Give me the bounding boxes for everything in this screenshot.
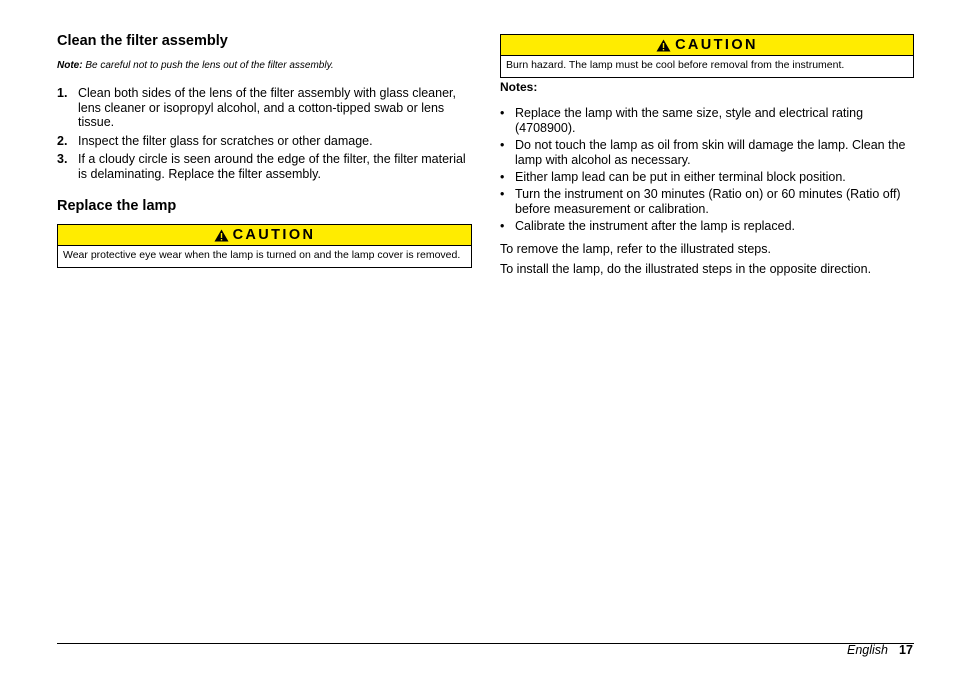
list-item: • Do not touch the lamp as oil from skin will damage the lamp. Clean the lamp with alcohol as necessary. — [500, 138, 914, 168]
caution-label: CAUTION — [675, 37, 758, 53]
step-item — [57, 86, 472, 130]
step-text: Inspect the filter glass for scratches or other damage. — [78, 133, 373, 148]
remove-lamp-paragraph: To remove the lamp, refer to the illustrated steps. — [500, 242, 771, 256]
list-item: • Turn the instrument on 30 minutes (Ratio on) or 60 minutes (Ratio off) before measurement or calibration. — [500, 187, 914, 217]
install-lamp-paragraph: To install the lamp, do the illustrated steps in the opposite direction. — [500, 262, 872, 276]
step-text: If a cloudy circle is seen around the edge of the filter, the filter material is delaminating. Replace the filter assembly. — [78, 152, 466, 181]
caution-label: CAUTION — [232, 227, 316, 243]
notes-label: Notes: — [500, 80, 538, 94]
caution-box-eye-wear — [57, 224, 472, 268]
step-number: 1. — [57, 86, 68, 100]
caution-bar — [501, 35, 913, 56]
notes-list — [500, 106, 914, 236]
step-number: 3. — [57, 152, 68, 166]
list-item: • Either lamp lead can be put in either terminal block position. — [500, 170, 914, 185]
note-label: Note: — [57, 60, 83, 71]
note — [57, 60, 334, 71]
footer-language: English — [847, 643, 888, 657]
steps-list — [57, 86, 472, 185]
warning-triangle-icon — [656, 39, 671, 52]
step-item — [57, 134, 472, 149]
caution-text: Burn hazard. The lamp must be cool before removal from the instrument. — [506, 59, 845, 71]
caution-bar — [58, 225, 471, 246]
section-heading-clean-filter: Clean the filter assembly — [57, 33, 228, 49]
step-text: Clean both sides of the lens of the filter assembly with glass cleaner, lens cleaner or isopropyl alcohol, and a cotton-tipped swab or lens tissue. — [78, 86, 456, 129]
list-item: • Calibrate the instrument after the lamp is replaced. — [500, 219, 914, 234]
page-number: 17 — [899, 643, 913, 657]
warning-triangle-icon — [214, 229, 229, 242]
caution-box-burn-hazard — [500, 34, 914, 78]
step-number: 2. — [57, 133, 68, 148]
section-heading-replace-lamp: Replace the lamp — [57, 198, 177, 214]
step-item — [57, 152, 472, 181]
note-text: Be careful not to push the lens out of the filter assembly. — [82, 60, 334, 71]
footer-divider — [57, 643, 914, 644]
caution-text: Wear protective eye wear when the lamp is turned on and the lamp cover is removed. — [63, 249, 461, 261]
list-item: • Replace the lamp with the same size, style and electrical rating (4708900). — [500, 106, 914, 136]
